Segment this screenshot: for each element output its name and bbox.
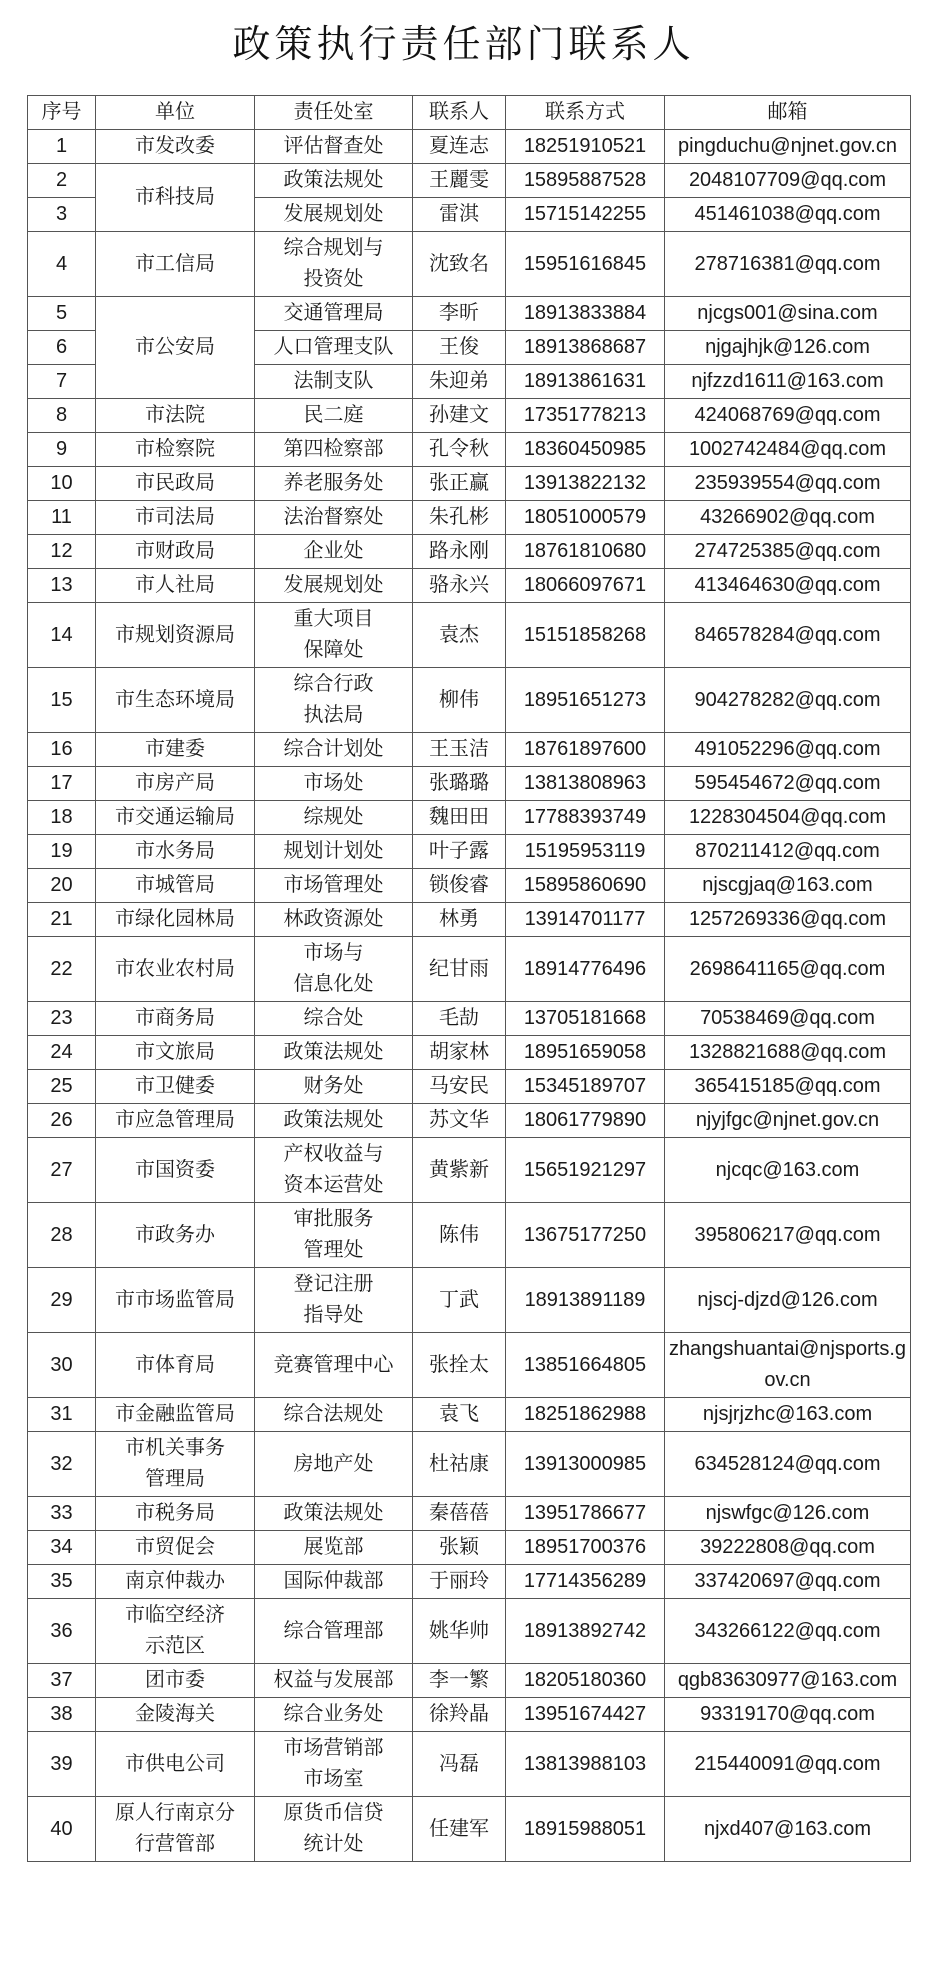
- row-number: 17: [28, 767, 96, 801]
- dept-cell: 综合计划处: [255, 733, 413, 767]
- table-header-row: [28, 96, 911, 130]
- contact-name: 纪甘雨: [413, 937, 506, 1002]
- row-number: 11: [28, 501, 96, 535]
- email-address: 39222808@qq.com: [665, 1531, 911, 1565]
- table-row: [28, 1268, 911, 1333]
- unit-cell: 市科技局: [96, 164, 255, 232]
- dept-cell: 林政资源处: [255, 903, 413, 937]
- email-address: 365415185@qq.com: [665, 1070, 911, 1104]
- email-address: 424068769@qq.com: [665, 399, 911, 433]
- row-number: 22: [28, 937, 96, 1002]
- row-number: 25: [28, 1070, 96, 1104]
- unit-cell: 原人行南京分 行营管部: [96, 1797, 255, 1862]
- unit-cell: 市检察院: [96, 433, 255, 467]
- contact-name: 丁武: [413, 1268, 506, 1333]
- dept-cell: 发展规划处: [255, 569, 413, 603]
- email-address: pingduchu@njnet.gov.cn: [665, 130, 911, 164]
- dept-cell: 市场与 信息化处: [255, 937, 413, 1002]
- phone-number: 18061779890: [506, 1104, 665, 1138]
- email-address: njswfgc@126.com: [665, 1497, 911, 1531]
- table-row: [28, 1432, 911, 1497]
- table-row: [28, 1203, 911, 1268]
- table-row: [28, 433, 911, 467]
- contact-name: 柳伟: [413, 668, 506, 733]
- contact-name: 魏田田: [413, 801, 506, 835]
- table-row: [28, 399, 911, 433]
- table-row: [28, 569, 911, 603]
- phone-number: 15195953119: [506, 835, 665, 869]
- phone-number: 15715142255: [506, 198, 665, 232]
- contacts-table: [27, 95, 911, 1862]
- table-row: [28, 535, 911, 569]
- row-number: 9: [28, 433, 96, 467]
- email-address: 846578284@qq.com: [665, 603, 911, 668]
- phone-number: 18951651273: [506, 668, 665, 733]
- row-number: 23: [28, 1002, 96, 1036]
- email-address: njcgs001@sina.com: [665, 297, 911, 331]
- email-address: njgajhjk@126.com: [665, 331, 911, 365]
- header-unit: 单位: [96, 96, 255, 130]
- table-row: [28, 1104, 911, 1138]
- unit-cell: 市生态环境局: [96, 668, 255, 733]
- header-contact: 联系人: [413, 96, 506, 130]
- contact-name: 张正赢: [413, 467, 506, 501]
- row-number: 19: [28, 835, 96, 869]
- contact-name: 杜祜康: [413, 1432, 506, 1497]
- header-phone: 联系方式: [506, 96, 665, 130]
- unit-cell: 市市场监管局: [96, 1268, 255, 1333]
- dept-cell: 规划计划处: [255, 835, 413, 869]
- page-title: 政策执行责任部门联系人: [232, 24, 695, 66]
- contact-name: 朱孔彬: [413, 501, 506, 535]
- contact-name: 苏文华: [413, 1104, 506, 1138]
- unit-cell: 市税务局: [96, 1497, 255, 1531]
- email-address: 595454672@qq.com: [665, 767, 911, 801]
- row-number: 30: [28, 1333, 96, 1398]
- contact-name: 路永刚: [413, 535, 506, 569]
- phone-number: 13913000985: [506, 1432, 665, 1497]
- row-number: 29: [28, 1268, 96, 1333]
- phone-number: 18913833884: [506, 297, 665, 331]
- email-address: qgb83630977@163.com: [665, 1664, 911, 1698]
- row-number: 31: [28, 1398, 96, 1432]
- table-row: [28, 767, 911, 801]
- contact-name: 雷淇: [413, 198, 506, 232]
- phone-number: 18915988051: [506, 1797, 665, 1862]
- dept-cell: 登记注册 指导处: [255, 1268, 413, 1333]
- unit-cell: 市临空经济 示范区: [96, 1599, 255, 1664]
- row-number: 3: [28, 198, 96, 232]
- table-row: [28, 1599, 911, 1664]
- dept-cell: 政策法规处: [255, 1036, 413, 1070]
- contact-name: 袁飞: [413, 1398, 506, 1432]
- email-address: njyjfgc@njnet.gov.cn: [665, 1104, 911, 1138]
- dept-cell: 综规处: [255, 801, 413, 835]
- unit-cell: 市农业农村局: [96, 937, 255, 1002]
- row-number: 35: [28, 1565, 96, 1599]
- dept-cell: 产权收益与 资本运营处: [255, 1138, 413, 1203]
- email-address: 451461038@qq.com: [665, 198, 911, 232]
- phone-number: 18761810680: [506, 535, 665, 569]
- header-dept: 责任处室: [255, 96, 413, 130]
- contact-name: 王玉洁: [413, 733, 506, 767]
- email-address: 70538469@qq.com: [665, 1002, 911, 1036]
- dept-cell: 法制支队: [255, 365, 413, 399]
- phone-number: 13813808963: [506, 767, 665, 801]
- table-row: [28, 1138, 911, 1203]
- email-address: 235939554@qq.com: [665, 467, 911, 501]
- contact-name: 陈伟: [413, 1203, 506, 1268]
- table-row: [28, 1698, 911, 1732]
- dept-cell: 发展规划处: [255, 198, 413, 232]
- email-address: 343266122@qq.com: [665, 1599, 911, 1664]
- phone-number: 18051000579: [506, 501, 665, 535]
- contact-name: 林勇: [413, 903, 506, 937]
- row-number: 24: [28, 1036, 96, 1070]
- phone-number: 15895887528: [506, 164, 665, 198]
- unit-cell: 市国资委: [96, 1138, 255, 1203]
- email-address: 1328821688@qq.com: [665, 1036, 911, 1070]
- unit-cell: 市水务局: [96, 835, 255, 869]
- phone-number: 18251862988: [506, 1398, 665, 1432]
- dept-cell: 人口管理支队: [255, 331, 413, 365]
- dept-cell: 审批服务 管理处: [255, 1203, 413, 1268]
- phone-number: 18951659058: [506, 1036, 665, 1070]
- phone-number: 15895860690: [506, 869, 665, 903]
- unit-cell: 市金融监管局: [96, 1398, 255, 1432]
- phone-number: 15951616845: [506, 232, 665, 297]
- row-number: 14: [28, 603, 96, 668]
- unit-cell: 市贸促会: [96, 1531, 255, 1565]
- row-number: 6: [28, 331, 96, 365]
- email-address: 413464630@qq.com: [665, 569, 911, 603]
- contact-name: 李一繁: [413, 1664, 506, 1698]
- phone-number: 18761897600: [506, 733, 665, 767]
- contact-name: 任建军: [413, 1797, 506, 1862]
- table-row: [28, 1398, 911, 1432]
- email-address: 1228304504@qq.com: [665, 801, 911, 835]
- phone-number: 18251910521: [506, 130, 665, 164]
- row-number: 2: [28, 164, 96, 198]
- dept-cell: 第四检察部: [255, 433, 413, 467]
- contact-name: 孔令秋: [413, 433, 506, 467]
- contact-name: 骆永兴: [413, 569, 506, 603]
- table-row: [28, 164, 911, 198]
- table-row: [28, 937, 911, 1002]
- table-row: [28, 1002, 911, 1036]
- contact-name: 毛劼: [413, 1002, 506, 1036]
- unit-cell: 市交通运输局: [96, 801, 255, 835]
- row-number: 20: [28, 869, 96, 903]
- phone-number: 15651921297: [506, 1138, 665, 1203]
- unit-cell: 市人社局: [96, 569, 255, 603]
- table-row: [28, 869, 911, 903]
- dept-cell: 交通管理局: [255, 297, 413, 331]
- unit-cell: 市绿化园林局: [96, 903, 255, 937]
- contact-name: 冯磊: [413, 1732, 506, 1797]
- dept-cell: 竞赛管理中心: [255, 1333, 413, 1398]
- unit-cell: 市体育局: [96, 1333, 255, 1398]
- dept-cell: 评估督查处: [255, 130, 413, 164]
- contact-name: 沈致名: [413, 232, 506, 297]
- row-number: 1: [28, 130, 96, 164]
- phone-number: 18913892742: [506, 1599, 665, 1664]
- table-row: [28, 1664, 911, 1698]
- table-row: [28, 1333, 911, 1398]
- table-row: [28, 1036, 911, 1070]
- unit-cell: 市民政局: [96, 467, 255, 501]
- dept-cell: 综合行政 执法局: [255, 668, 413, 733]
- email-address: njxd407@163.com: [665, 1797, 911, 1862]
- table-row: [28, 668, 911, 733]
- contact-name: 王俊: [413, 331, 506, 365]
- dept-cell: 政策法规处: [255, 1104, 413, 1138]
- dept-cell: 养老服务处: [255, 467, 413, 501]
- dept-cell: 综合处: [255, 1002, 413, 1036]
- phone-number: 13813988103: [506, 1732, 665, 1797]
- row-number: 38: [28, 1698, 96, 1732]
- dept-cell: 民二庭: [255, 399, 413, 433]
- row-number: 33: [28, 1497, 96, 1531]
- email-address: njscgjaq@163.com: [665, 869, 911, 903]
- unit-cell: 市城管局: [96, 869, 255, 903]
- contact-name: 叶子露: [413, 835, 506, 869]
- email-address: njsjrjzhc@163.com: [665, 1398, 911, 1432]
- contact-name: 李昕: [413, 297, 506, 331]
- unit-cell: 市规划资源局: [96, 603, 255, 668]
- unit-cell: 市法院: [96, 399, 255, 433]
- row-number: 36: [28, 1599, 96, 1664]
- email-address: 870211412@qq.com: [665, 835, 911, 869]
- contact-name: 袁杰: [413, 603, 506, 668]
- dept-cell: 财务处: [255, 1070, 413, 1104]
- contact-name: 锁俊睿: [413, 869, 506, 903]
- phone-number: 18913868687: [506, 331, 665, 365]
- email-address: 491052296@qq.com: [665, 733, 911, 767]
- row-number: 21: [28, 903, 96, 937]
- contact-name: 胡家林: [413, 1036, 506, 1070]
- row-number: 28: [28, 1203, 96, 1268]
- contact-name: 张拴太: [413, 1333, 506, 1398]
- dept-cell: 市场管理处: [255, 869, 413, 903]
- dept-cell: 政策法规处: [255, 164, 413, 198]
- contact-name: 朱迎弟: [413, 365, 506, 399]
- unit-cell: 市司法局: [96, 501, 255, 535]
- email-address: 634528124@qq.com: [665, 1432, 911, 1497]
- row-number: 7: [28, 365, 96, 399]
- unit-cell: 金陵海关: [96, 1698, 255, 1732]
- dept-cell: 综合管理部: [255, 1599, 413, 1664]
- table-row: [28, 603, 911, 668]
- unit-cell: 市财政局: [96, 535, 255, 569]
- table-row: [28, 1070, 911, 1104]
- dept-cell: 权益与发展部: [255, 1664, 413, 1698]
- phone-number: 13705181668: [506, 1002, 665, 1036]
- contact-name: 马安民: [413, 1070, 506, 1104]
- contact-name: 张璐璐: [413, 767, 506, 801]
- contact-name: 姚华帅: [413, 1599, 506, 1664]
- row-number: 4: [28, 232, 96, 297]
- contact-name: 张颖: [413, 1531, 506, 1565]
- email-address: 93319170@qq.com: [665, 1698, 911, 1732]
- phone-number: 13951786677: [506, 1497, 665, 1531]
- dept-cell: 市场营销部 市场室: [255, 1732, 413, 1797]
- row-number: 8: [28, 399, 96, 433]
- dept-cell: 原货币信贷 统计处: [255, 1797, 413, 1862]
- row-number: 12: [28, 535, 96, 569]
- contact-name: 王麗雯: [413, 164, 506, 198]
- phone-number: 15151858268: [506, 603, 665, 668]
- row-number: 10: [28, 467, 96, 501]
- unit-cell: 市机关事务 管理局: [96, 1432, 255, 1497]
- table-row: [28, 1797, 911, 1862]
- dept-cell: 法治督察处: [255, 501, 413, 535]
- table-row: [28, 733, 911, 767]
- table-row: [28, 801, 911, 835]
- row-number: 39: [28, 1732, 96, 1797]
- header-email: 邮箱: [665, 96, 911, 130]
- phone-number: 18951700376: [506, 1531, 665, 1565]
- email-address: 2698641165@qq.com: [665, 937, 911, 1002]
- unit-cell: 市政务办: [96, 1203, 255, 1268]
- table-row: [28, 835, 911, 869]
- phone-number: 18066097671: [506, 569, 665, 603]
- row-number: 32: [28, 1432, 96, 1497]
- email-address: 395806217@qq.com: [665, 1203, 911, 1268]
- email-address: zhangshuantai@njsports.gov.cn: [665, 1333, 911, 1398]
- phone-number: 13914701177: [506, 903, 665, 937]
- row-number: 37: [28, 1664, 96, 1698]
- email-address: 278716381@qq.com: [665, 232, 911, 297]
- contact-name: 徐羚晶: [413, 1698, 506, 1732]
- unit-cell: 南京仲裁办: [96, 1565, 255, 1599]
- unit-cell: 市文旅局: [96, 1036, 255, 1070]
- dept-cell: 综合法规处: [255, 1398, 413, 1432]
- phone-number: 18205180360: [506, 1664, 665, 1698]
- unit-cell: 市公安局: [96, 297, 255, 399]
- dept-cell: 综合业务处: [255, 1698, 413, 1732]
- row-number: 26: [28, 1104, 96, 1138]
- row-number: 15: [28, 668, 96, 733]
- contact-name: 秦蓓蓓: [413, 1497, 506, 1531]
- table-row: [28, 467, 911, 501]
- table-row: [28, 903, 911, 937]
- dept-cell: 综合规划与 投资处: [255, 232, 413, 297]
- row-number: 16: [28, 733, 96, 767]
- unit-cell: 市卫健委: [96, 1070, 255, 1104]
- contact-name: 于丽玲: [413, 1565, 506, 1599]
- phone-number: 13851664805: [506, 1333, 665, 1398]
- unit-cell: 市应急管理局: [96, 1104, 255, 1138]
- phone-number: 13951674427: [506, 1698, 665, 1732]
- contact-name: 夏连志: [413, 130, 506, 164]
- unit-cell: 市建委: [96, 733, 255, 767]
- unit-cell: 市商务局: [96, 1002, 255, 1036]
- email-address: 1002742484@qq.com: [665, 433, 911, 467]
- header-no: 序号: [28, 96, 96, 130]
- row-number: 13: [28, 569, 96, 603]
- dept-cell: 市场处: [255, 767, 413, 801]
- email-address: njscj-djzd@126.com: [665, 1268, 911, 1333]
- email-address: 904278282@qq.com: [665, 668, 911, 733]
- row-number: 5: [28, 297, 96, 331]
- phone-number: 13675177250: [506, 1203, 665, 1268]
- row-number: 34: [28, 1531, 96, 1565]
- unit-cell: 市工信局: [96, 232, 255, 297]
- phone-number: 15345189707: [506, 1070, 665, 1104]
- phone-number: 18914776496: [506, 937, 665, 1002]
- table-row: [28, 1565, 911, 1599]
- email-address: 1257269336@qq.com: [665, 903, 911, 937]
- phone-number: 17351778213: [506, 399, 665, 433]
- row-number: 18: [28, 801, 96, 835]
- contact-name: 孙建文: [413, 399, 506, 433]
- email-address: 337420697@qq.com: [665, 1565, 911, 1599]
- dept-cell: 企业处: [255, 535, 413, 569]
- table-row: [28, 297, 911, 331]
- table-row: [28, 1497, 911, 1531]
- phone-number: 17714356289: [506, 1565, 665, 1599]
- table-row: [28, 501, 911, 535]
- contact-name: 黄紫新: [413, 1138, 506, 1203]
- email-address: 43266902@qq.com: [665, 501, 911, 535]
- dept-cell: 展览部: [255, 1531, 413, 1565]
- table-row: [28, 1732, 911, 1797]
- email-address: njcqc@163.com: [665, 1138, 911, 1203]
- phone-number: 13913822132: [506, 467, 665, 501]
- table-row: [28, 232, 911, 297]
- email-address: 2048107709@qq.com: [665, 164, 911, 198]
- phone-number: 18360450985: [506, 433, 665, 467]
- row-number: 40: [28, 1797, 96, 1862]
- row-number: 27: [28, 1138, 96, 1203]
- unit-cell: 团市委: [96, 1664, 255, 1698]
- table-row: [28, 130, 911, 164]
- unit-cell: 市发改委: [96, 130, 255, 164]
- email-address: 274725385@qq.com: [665, 535, 911, 569]
- phone-number: 18913891189: [506, 1268, 665, 1333]
- dept-cell: 房地产处: [255, 1432, 413, 1497]
- unit-cell: 市房产局: [96, 767, 255, 801]
- dept-cell: 重大项目 保障处: [255, 603, 413, 668]
- table-row: [28, 1531, 911, 1565]
- phone-number: 18913861631: [506, 365, 665, 399]
- phone-number: 17788393749: [506, 801, 665, 835]
- email-address: njfzzd1611@163.com: [665, 365, 911, 399]
- dept-cell: 国际仲裁部: [255, 1565, 413, 1599]
- dept-cell: 政策法规处: [255, 1497, 413, 1531]
- email-address: 215440091@qq.com: [665, 1732, 911, 1797]
- unit-cell: 市供电公司: [96, 1732, 255, 1797]
